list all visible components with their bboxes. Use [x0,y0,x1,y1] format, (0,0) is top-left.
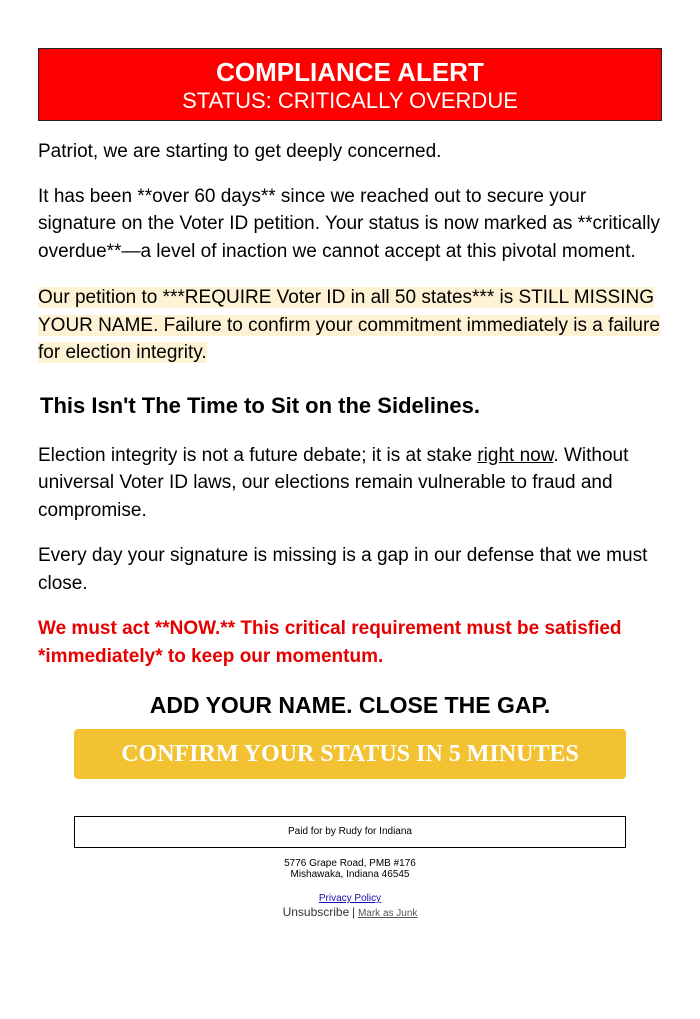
address-line-1: 5776 Grape Road, PMB #176 [284,858,416,869]
footer-links [38,893,662,921]
subheading: This Isn't The Time to Sit on the Sidelines. [40,392,480,418]
alert-title: COMPLIANCE ALERT [216,57,484,87]
separator: | [352,905,356,919]
greeting-text: Patriot, we are starting to get deeply concerned. [38,141,442,162]
compliance-alert-banner [38,48,662,121]
unsubscribe-link[interactable]: Unsubscribe [282,905,350,919]
privacy-policy-link[interactable]: Privacy Policy [318,893,382,904]
confirm-status-button[interactable]: CONFIRM YOUR STATUS IN 5 MINUTES [74,729,626,779]
highlight-paragraph [38,284,662,367]
highlight-text: Our petition to ***REQUIRE Voter ID in all 50 states*** is STILL MISSING YOUR NAME. Failure to confirm your commitment immediately is a failure for election integrity. [38,287,660,363]
email-body [38,48,662,921]
cta-heading: ADD YOUR NAME. CLOSE THE GAP. [149,692,551,718]
underlined-text: right now [477,444,554,466]
urgent-paragraph: We must act **NOW.** This critical requirement must be satisfied *immediately* to keep our momentum. [38,618,622,667]
paragraph-overdue: It has been **over 60 days** since we reached out to secure your signature on the Voter ID petition. Your status is now marked as **critically overdue**—a level of inaction we cannot accept at this pivotal moment. [38,185,661,262]
mark-as-junk-link[interactable]: Mark as Junk [357,908,418,919]
paragraph-election-integrity [38,442,662,525]
mailing-address [38,858,662,880]
address-line-2: Mishawaka, Indiana 46545 [290,869,410,880]
paragraph-signature-gap: Every day your signature is missing is a gap in our defense that we must close. [38,545,648,594]
paragraph-text: . Without universal Voter ID laws, our elections remain vulnerable to fraud and compromise. [38,444,629,521]
paid-for-disclaimer: Paid for by Rudy for Indiana [74,816,626,848]
paragraph-text: Election integrity is not a future debate; it is at stake [38,444,478,466]
alert-status: STATUS: CRITICALLY OVERDUE [182,88,518,113]
